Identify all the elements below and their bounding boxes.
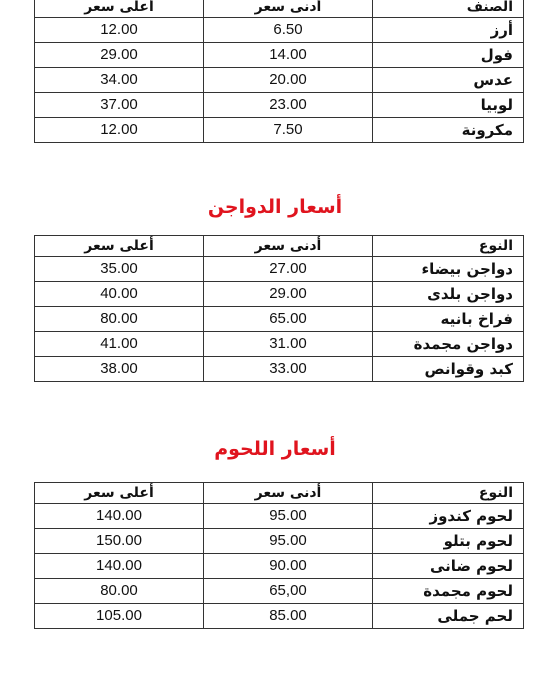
table-row [35, 529, 524, 554]
min-price-cell: 65.00 [204, 307, 373, 332]
item-name-cell: لحوم بتلو [373, 529, 524, 554]
max-price-cell: 80.00 [35, 307, 204, 332]
table-row [35, 357, 524, 382]
table-row [35, 604, 524, 629]
table-row [35, 118, 524, 143]
meat-section-title: أسعار اللحوم [214, 438, 336, 460]
min-price-cell: 95.00 [204, 504, 373, 529]
item-name-cell: لوبيا [373, 93, 524, 118]
item-name-cell: دواجن بلدى [373, 282, 524, 307]
max-price-cell: 37.00 [35, 93, 204, 118]
item-name-cell: لحوم كندوز [373, 504, 524, 529]
table-header-row [35, 483, 524, 504]
min-price-cell: 27.00 [204, 257, 373, 282]
table-row [35, 504, 524, 529]
min-price-cell: 33.00 [204, 357, 373, 382]
table-row [35, 579, 524, 604]
item-name-cell: أرز [373, 18, 524, 43]
min-price-cell: 85.00 [204, 604, 373, 629]
table-header-row [35, 236, 524, 257]
max-price-cell: 140.00 [35, 554, 204, 579]
max-price-cell: 38.00 [35, 357, 204, 382]
table-row [35, 43, 524, 68]
min-price-cell: 90.00 [204, 554, 373, 579]
max-price-cell: 35.00 [35, 257, 204, 282]
max-price-cell: 12.00 [35, 18, 204, 43]
grains-price-table [34, 0, 524, 143]
poultry-price-table [34, 235, 524, 382]
max-price-cell: 41.00 [35, 332, 204, 357]
table-row [35, 307, 524, 332]
max-price-cell: 105.00 [35, 604, 204, 629]
max-price-cell: 29.00 [35, 43, 204, 68]
max-price-cell: 150.00 [35, 529, 204, 554]
meat-price-table [34, 482, 524, 629]
header-min-price: أدنى سعر [204, 236, 373, 257]
header-item: النوع [373, 483, 524, 504]
header-item: النوع [373, 236, 524, 257]
item-name-cell: دواجن مجمدة [373, 332, 524, 357]
table-row [35, 257, 524, 282]
min-price-cell: 23.00 [204, 93, 373, 118]
table-row [35, 282, 524, 307]
item-name-cell: فراخ بانيه [373, 307, 524, 332]
header-max-price: أعلى سعر [35, 483, 204, 504]
max-price-cell: 80.00 [35, 579, 204, 604]
max-price-cell: 140.00 [35, 504, 204, 529]
item-name-cell: كبد وقوانص [373, 357, 524, 382]
min-price-cell: 95.00 [204, 529, 373, 554]
item-name-cell: دواجن بيضاء [373, 257, 524, 282]
poultry-section-title: أسعار الدواجن [207, 196, 343, 218]
item-name-cell: مكرونة [373, 118, 524, 143]
table-row [35, 554, 524, 579]
min-price-cell: 65,00 [204, 579, 373, 604]
item-name-cell: لحم جملى [373, 604, 524, 629]
min-price-cell: 7.50 [204, 118, 373, 143]
min-price-cell: 6.50 [204, 18, 373, 43]
header-item: الصنف [373, 0, 524, 18]
header-min-price: أدنى سعر [204, 483, 373, 504]
min-price-cell: 31.00 [204, 332, 373, 357]
table-row [35, 93, 524, 118]
item-name-cell: لحوم ضانى [373, 554, 524, 579]
min-price-cell: 20.00 [204, 68, 373, 93]
min-price-cell: 29.00 [204, 282, 373, 307]
table-row [35, 68, 524, 93]
header-max-price: أعلى سعر [35, 0, 204, 18]
table-header-row [35, 0, 524, 18]
item-name-cell: فول [373, 43, 524, 68]
table-row [35, 332, 524, 357]
min-price-cell: 14.00 [204, 43, 373, 68]
header-max-price: أعلى سعر [35, 236, 204, 257]
item-name-cell: لحوم مجمدة [373, 579, 524, 604]
item-name-cell: عدس [373, 68, 524, 93]
table-row [35, 18, 524, 43]
header-min-price: أدنى سعر [204, 0, 373, 18]
max-price-cell: 34.00 [35, 68, 204, 93]
max-price-cell: 12.00 [35, 118, 204, 143]
max-price-cell: 40.00 [35, 282, 204, 307]
